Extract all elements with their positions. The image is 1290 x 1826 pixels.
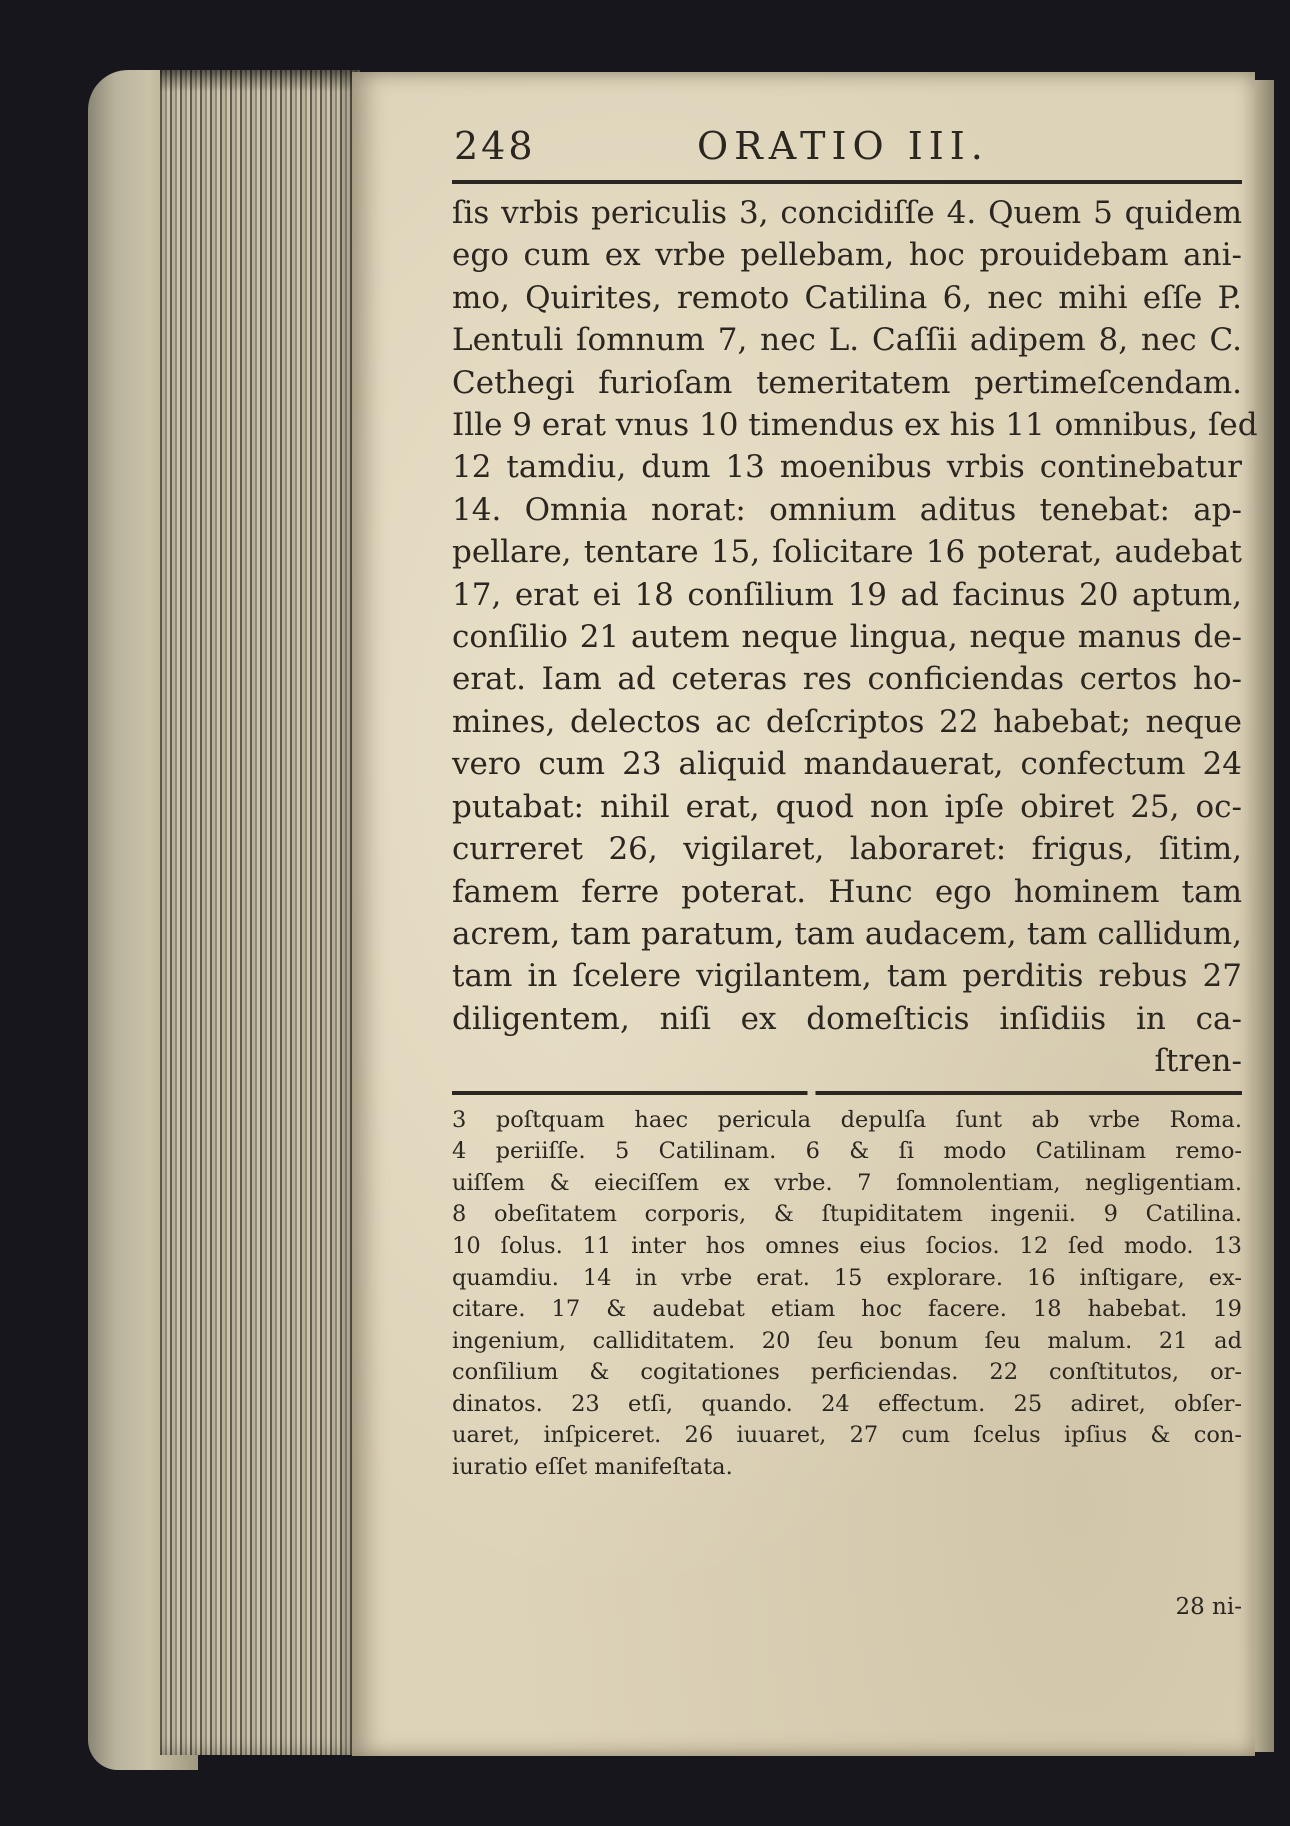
- footnote-line: uiſſem & eieciſſem ex vrbe. 7 ſomnolentiam, negligentiam.: [452, 1169, 1242, 1196]
- text-line: vero cum 23 aliquid mandauerat, confectum 24: [452, 746, 1242, 783]
- text-line: acrem, tam paratum, tam audacem, tam callidum,: [452, 915, 1242, 952]
- text-line: mo, Quirites, remoto Catilina 6, nec mihi eſſe P.: [452, 279, 1242, 316]
- footnote-line: 4 periiſſe. 5 Catilinam. 6 & ſi modo Catilinam remo-: [452, 1138, 1242, 1165]
- text-line: putabat: nihil erat, quod non ipſe obiret 25, oc-: [452, 788, 1242, 825]
- footnote-line: quamdiu. 14 in vrbe erat. 15 explorare. 16 inſtigare, ex-: [452, 1264, 1242, 1291]
- text-line: pellare, tentare 15, ſolicitare 16 poterat, audebat: [452, 534, 1242, 571]
- book-page: [352, 72, 1258, 1756]
- header-rule: [452, 180, 1242, 184]
- page-edges: [160, 70, 360, 1755]
- text-line: 12 tamdiu, dum 13 moenibus vrbis continebatur: [452, 449, 1242, 486]
- text-line: curreret 26, vigilaret, laboraret: frigus, ſitim,: [452, 831, 1242, 868]
- adjacent-page-edge: [1252, 80, 1274, 1752]
- footnote-line: citare. 17 & audebat etiam hoc facere. 18 habebat. 19: [452, 1296, 1242, 1323]
- text-line: 17, erat ei 18 conſilium 19 ad facinus 20 aptum,: [452, 576, 1242, 613]
- footnote-line: 8 obeſitatem corporis, & ſtupiditatem ingenii. 9 Catilina.: [452, 1201, 1242, 1228]
- page-number: 248: [454, 124, 536, 168]
- footnote-line: iuratio eſſet manifeſtata.: [452, 1454, 733, 1481]
- catchword: 28 ni-: [1175, 1594, 1242, 1620]
- footnote-rule: [452, 1091, 1242, 1095]
- text-line: tam in ſcelere vigilantem, tam perditis rebus 27: [452, 958, 1242, 995]
- running-title: ORATIO III.: [697, 124, 989, 168]
- text-line: Lentuli ſomnum 7, nec L. Caſſii adipem 8, nec C.: [452, 322, 1242, 359]
- text-line: ego cum ex vrbe pellebam, hoc prouidebam ani-: [452, 237, 1242, 274]
- text-line: 14. Omnia norat: omnium aditus tenebat: ap-: [452, 491, 1242, 528]
- text-line: diligentem, niſi ex domeſticis inſidiis in ca-: [452, 1000, 1242, 1037]
- footnote-line: dinatos. 23 etſi, quando. 24 effectum. 25 adiret, obſer-: [452, 1390, 1242, 1417]
- footnote-line: uaret, inſpiceret. 26 iuuaret, 27 cum ſcelus ipſius & con-: [452, 1422, 1242, 1449]
- main-text: [452, 192, 1258, 1083]
- text-line: mines, delectos ac deſcriptos 22 habebat; neque: [452, 703, 1242, 740]
- page-content: [452, 102, 1258, 1484]
- text-line: ſtren-: [1154, 1043, 1242, 1080]
- footnote-line: 10 ſolus. 11 inter hos omnes eius ſocios. 12 ſed modo. 13: [452, 1232, 1242, 1259]
- footnote-line: ingenium, calliditatem. 20 ſeu bonum ſeu malum. 21 ad: [452, 1327, 1242, 1354]
- text-line: famem ferre poterat. Hunc ego hominem tam: [452, 873, 1242, 910]
- text-line: Cethegi furioſam temeritatem pertimeſcendam.: [452, 364, 1242, 401]
- footnote-line: 3 poſtquam haec pericula depulſa ſunt ab vrbe Roma.: [452, 1106, 1242, 1133]
- running-head: [452, 102, 1242, 172]
- footnote-line: conſilium & cogitationes perficiendas. 22 conſtitutos, or-: [452, 1359, 1242, 1386]
- text-line: Ille 9 erat vnus 10 timendus ex his 11 omnibus, ſed: [452, 407, 1258, 444]
- text-line: ſis vrbis periculis 3, concidiſſe 4. Quem 5 quidem: [452, 195, 1242, 231]
- text-line: erat. Iam ad ceteras res conficiendas certos ho-: [452, 661, 1242, 698]
- text-line: conſilio 21 autem neque lingua, neque manus de-: [452, 619, 1242, 656]
- footnotes: [452, 1105, 1242, 1484]
